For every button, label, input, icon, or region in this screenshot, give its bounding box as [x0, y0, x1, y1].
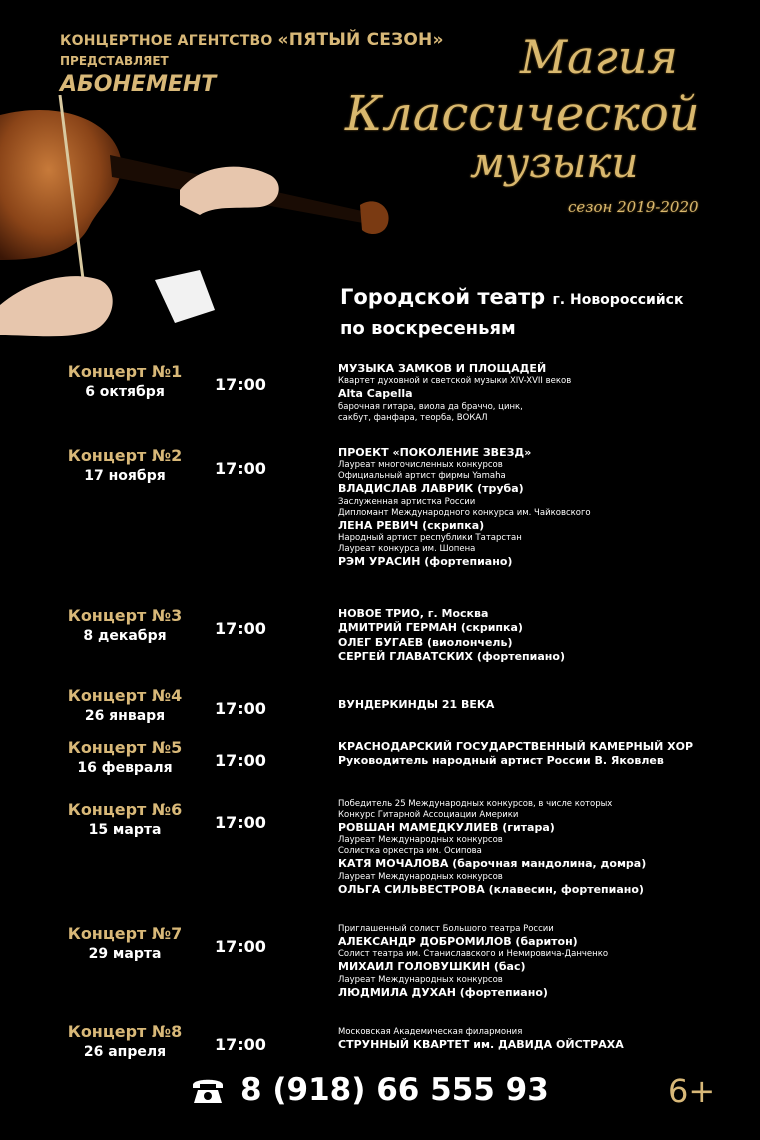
- concert-heading: [40, 800, 210, 838]
- concert-description: [338, 607, 738, 664]
- credit-line: Солистка оркестра им. Осипова: [338, 846, 482, 857]
- credit-line: Дипломант Международного конкурса им. Чайковского: [338, 507, 591, 518]
- right-hand: [0, 276, 113, 336]
- performer-line: МУЗЫКА ЗАМКОВ И ПЛОЩАДЕЙ: [338, 362, 547, 375]
- performer-line: ДМИТРИЙ ГЕРМАН (скрипка): [338, 621, 523, 635]
- schedule-label: по воскресеньям: [340, 318, 516, 339]
- concert-date: 26 января: [84, 708, 166, 724]
- concert-time: 17:00: [215, 375, 266, 394]
- concert-description: [338, 924, 738, 1000]
- venue-line: [340, 285, 683, 309]
- performer-line: Alta Capella: [338, 387, 413, 401]
- performer-line: ЛЮДМИЛА ДУХАН (фортепиано): [338, 985, 548, 999]
- concert-heading: [40, 362, 210, 400]
- performer-line: ЛЕНА РЕВИЧ (скрипка): [338, 518, 485, 532]
- subscription-label: АБОНЕМЕНТ: [60, 72, 217, 97]
- violin-body: [0, 110, 121, 260]
- performer-line: КАТЯ МОЧАЛОВА (барочная мандолина, домра): [338, 857, 647, 871]
- performer-line: ВУНДЕРКИНДЫ 21 ВЕКА: [338, 698, 495, 711]
- concert-number: Концерт №6: [67, 800, 183, 819]
- phone-icon: [190, 1075, 226, 1105]
- concert-number: Концерт №1: [67, 362, 183, 381]
- credit-line: Приглашенный солист Большого театра России: [338, 924, 554, 934]
- credit-line: Солист театра им. Станиславского и Немировича-Данченко: [338, 949, 609, 960]
- phone-number[interactable]: 8 (918) 66 555 93: [240, 1072, 549, 1108]
- concert-description: [338, 698, 738, 712]
- concert-date: 15 марта: [88, 822, 162, 838]
- concert-number: Концерт №7: [67, 924, 183, 943]
- performer-line: НОВОЕ ТРИО, г. Москва: [338, 607, 489, 620]
- concert-date: 17 ноября: [84, 468, 166, 484]
- concert-time: 17:00: [215, 1035, 266, 1054]
- credit-line: Московская Академическая филармония: [338, 1027, 523, 1037]
- performer-line: МИХАИЛ ГОЛОВУШКИН (бас): [338, 960, 526, 974]
- violin-scroll: [360, 201, 389, 234]
- concert-date: 6 октября: [85, 384, 165, 400]
- concert-number: Концерт №5: [67, 738, 183, 757]
- concert-heading: [40, 1022, 210, 1060]
- credit-line: Лауреат Международных конкурсов: [338, 871, 503, 882]
- performer-line: ОЛЬГА СИЛЬВЕСТРОВА (клавесин, фортепиано): [338, 882, 644, 896]
- concert-date: 29 марта: [88, 946, 162, 962]
- credit-line: сакбут, фанфара, теорба, ВОКАЛ: [338, 412, 488, 423]
- credit-line: барочная гитара, виола да браччо, цинк,: [338, 401, 523, 412]
- concert-time: 17:00: [215, 699, 266, 718]
- performer-line: СТРУННЫЙ КВАРТЕТ им. ДАВИДА ОЙСТРАХА: [338, 1038, 624, 1052]
- credit-line: Народный артист республики Татарстан: [338, 533, 522, 544]
- concert-time: 17:00: [215, 751, 266, 770]
- concert-heading: [40, 738, 210, 776]
- performer-line: ВЛАДИСЛАВ ЛАВРИК (труба): [338, 482, 524, 496]
- phone-line[interactable]: [190, 1072, 549, 1108]
- title-line-1: Магия: [520, 30, 678, 84]
- performer-line: ОЛЕГ БУГАЕВ (виолончель): [338, 635, 513, 649]
- concert-number: Концерт №3: [67, 606, 183, 625]
- performer-line: РЭМ УРАСИН (фортепиано): [338, 555, 513, 569]
- credit-line: Лауреат конкурса им. Шопена: [338, 544, 476, 555]
- title-line-3: музыки: [470, 138, 639, 187]
- concert-description: [338, 740, 738, 769]
- concert-description: [338, 446, 738, 569]
- credit-line: Лауреат Международных конкурсов: [338, 835, 503, 846]
- concert-heading: [40, 924, 210, 962]
- concert-heading: [40, 446, 210, 484]
- concert-time: 17:00: [215, 813, 266, 832]
- concert-description: [338, 362, 738, 424]
- concert-date: 16 февраля: [77, 760, 173, 776]
- venue-name: Городской театр: [340, 285, 546, 309]
- concert-heading: [40, 686, 210, 724]
- left-hand: [180, 167, 279, 215]
- credit-line: Официальный артист фирмы Yamaha: [338, 471, 506, 482]
- agency-name: «ПЯТЫЙ СЕЗОН»: [277, 30, 444, 50]
- concert-time: 17:00: [215, 937, 266, 956]
- concert-time: 17:00: [215, 619, 266, 638]
- credit-line: Лауреат многочисленных конкурсов: [338, 460, 503, 471]
- performer-line: СЕРГЕЙ ГЛАВАТСКИХ (фортепиано): [338, 649, 565, 663]
- concert-heading: [40, 606, 210, 644]
- concert-date: 26 апреля: [83, 1044, 167, 1060]
- credit-line: Лауреат Международных конкурсов: [338, 974, 503, 985]
- title-line-2: Классической: [345, 86, 700, 142]
- credit-line: Победитель 25 Международных конкурсов, в числе которых: [338, 799, 613, 809]
- season-label: сезон 2019-2020: [568, 198, 699, 216]
- performer-line: Руководитель народный артист России В. Яковлев: [338, 754, 664, 768]
- agency-line: [60, 30, 444, 50]
- age-rating: 6+: [668, 1072, 716, 1110]
- venue-city: г. Новороссийск: [552, 292, 684, 308]
- concert-number: Концерт №4: [67, 686, 183, 705]
- concert-date: 8 декабря: [83, 628, 167, 644]
- credit-line: Конкурс Гитарной Ассоциации Америки: [338, 810, 519, 821]
- performer-line: ПРОЕКТ «ПОКОЛЕНИЕ ЗВЕЗД»: [338, 446, 532, 459]
- concert-number: Концерт №8: [67, 1022, 183, 1041]
- concert-description: [338, 1027, 738, 1052]
- credit-line: Квартет духовной и светской музыки XIV-XVII веков: [338, 376, 572, 387]
- presents-label: ПРЕДСТАВЛЯЕТ: [60, 54, 169, 68]
- performer-line: КРАСНОДАРСКИЙ ГОСУДАРСТВЕННЫЙ КАМЕРНЫЙ ХОР: [338, 740, 694, 753]
- performer-line: АЛЕКСАНДР ДОБРОМИЛОВ (баритон): [338, 935, 578, 949]
- concert-time: 17:00: [215, 459, 266, 478]
- concert-number: Концерт №2: [67, 446, 183, 465]
- agency-prefix: КОНЦЕРТНОЕ АГЕНТСТВО: [60, 33, 273, 49]
- concert-description: [338, 799, 738, 897]
- performer-line: РОВШАН МАМЕДКУЛИЕВ (гитара): [338, 821, 555, 835]
- shirt-cuff: [155, 270, 215, 323]
- credit-line: Заслуженная артистка России: [338, 496, 476, 507]
